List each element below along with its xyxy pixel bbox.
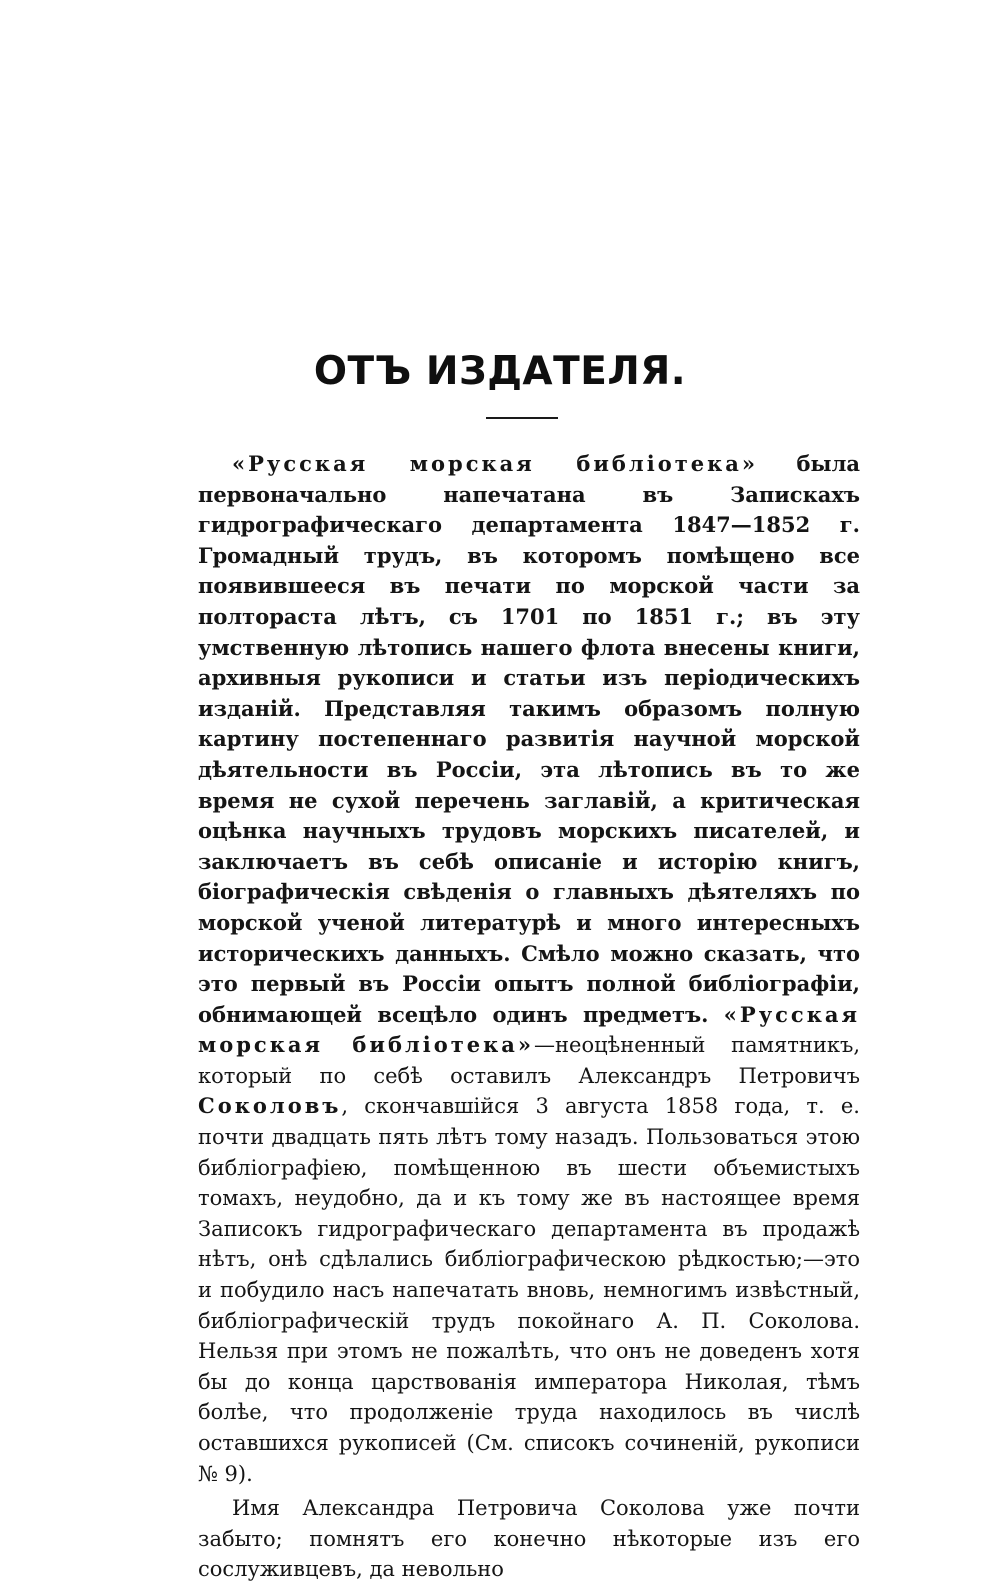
paragraph-2-text: Имя Александра Петровича Соколова уже почти забыто; помнятъ его конечно нѣкоторые изъ его сослуживцевъ, да невольно: [198, 1496, 860, 1582]
paragraph-1-text: была первоначально напечатана въ Запискахъ гидрографическаго департамента 1847—1852 г. Громадный трудъ, въ которомъ помѣщено все появившееся въ печати по морской части за полтораста лѣтъ, съ 1701 по 1851 г.; въ эту умственную лѣтопись нашего флота внесены книги, архивныя рукописи и статьи изъ періодическихъ изданій. Представляя такимъ образомъ полную картину постепеннаго развитія научной морской дѣятельности въ Россіи, эта лѣтопись въ то же время не сухой перечень заглавій, а критическая оцѣнка научныхъ трудовъ морскихъ писателей, и заключаетъ въ себѣ описаніе и исторію книгъ, біографическія свѣденія о главныхъ дѣятеляхъ по морской ученой литературѣ и много интересныхъ историческихъ данныхъ. Смѣло можно сказать, что это первый въ Россіи опытъ полной библіографіи, обнимающей всецѣло одинъ предметъ.: [198, 451, 860, 1027]
book-title-spaced: «Русская морская библіотека»: [232, 451, 758, 476]
paragraph-2: [198, 1493, 860, 1585]
paragraph-1-text-2: —неоцѣненный памятникъ, который по себѣ оставилъ Александръ Петровичъ: [198, 1033, 860, 1088]
title-divider: [486, 417, 558, 419]
page-title: ОТЪ ИЗДАТЕЛЯ.: [313, 349, 687, 394]
paragraph-1: [198, 449, 860, 1489]
author-name-spaced: Соколовъ: [198, 1093, 342, 1119]
book-title-spaced-2: «Русская морская библіотека»: [198, 1001, 860, 1058]
paragraph-1-text-3: , скончавшійся 3 августа 1858 года, т. е. почти двадцать пять лѣтъ тому назадъ. Пользоваться этою библіографіею, помѣщенною въ шести объемистыхъ томахъ, неудобно, да и къ тому же въ настоящее время Записокъ гидрографическаго департамента въ продажѣ нѣтъ, онѣ сдѣлались библіографическою рѣдкостью;—это и побудило насъ напечатать вновь, немногимъ извѣстный, библіографическій трудъ покойнаго А. П. Соколова. Нельзя при этомъ не пожалѣть, что онъ не доведенъ хотя бы до конца царствованія императора Николая, тѣмъ болѣе, что продолженіе труда находилось въ числѣ оставшихся рукописей (См. списокъ сочиненій, рукописи № 9).: [198, 1094, 860, 1486]
body-text: [198, 449, 860, 1585]
